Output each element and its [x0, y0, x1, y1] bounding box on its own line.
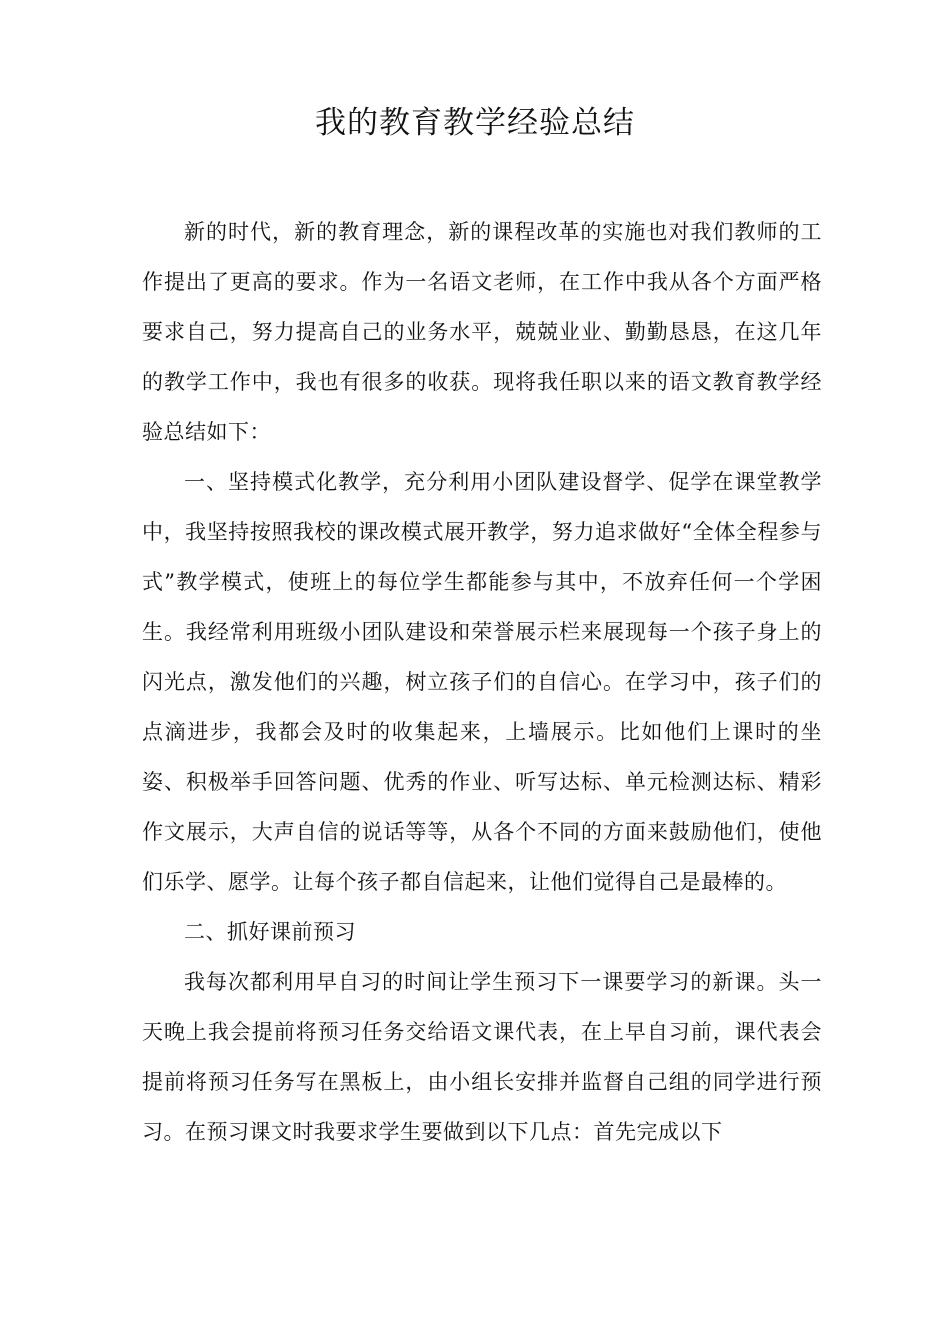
- heading-section-two: 二、抓好课前预习: [184, 920, 356, 944]
- paragraph-intro: 新的时代，新的教育理念，新的课程改革的实施也对我们教师的工作提出了更高的要求。作为一名语文老师，在工作中我从各个方面严格要求自己，努力提高自己的业务水平，兢兢业业、勤勤恳恳，在这几年的教学工作中，我也有很多的收获。现将我任职以来的语文教育教学经验总结如下：: [142, 220, 822, 444]
- paragraph-section-two: 我每次都利用早自习的时间让学生预习下一课要学习的新课。头一天晚上我会提前将预习任务交给语文课代表，在上早自习前，课代表会提前将预习任务写在黑板上，由小组长安排并监督自己组的同学进行预习。在预习课文时我要求学生要做到以下几点：首先完成以下: [142, 970, 822, 1144]
- document-title: 我的教育教学经验总结: [315, 105, 635, 141]
- document-body: [142, 207, 822, 1157]
- paragraph-section-one: 一、坚持模式化教学，充分利用小团队建设督学、促学在课堂教学中，我坚持按照我校的课改模式展开教学，努力追求做好“全体全程参与式”教学模式，使班上的每位学生都能参与其中，不放弃任何一个学困生。我经常利用班级小团队建设和荣誉展示栏来展现每一个孩子身上的闪光点，激发他们的兴趣，树立孩子们的自信心。在学习中，孩子们的点滴进步，我都会及时的收集起来，上墙展示。比如他们上课时的坐姿、积极举手回答问题、优秀的作业、听写达标、单元检测达标、精彩作文展示，大声自信的说话等等，从各个不同的方面来鼓励他们，使他们乐学、愿学。让每个孩子都自信起来，让他们觉得自己是最棒的。: [142, 470, 822, 894]
